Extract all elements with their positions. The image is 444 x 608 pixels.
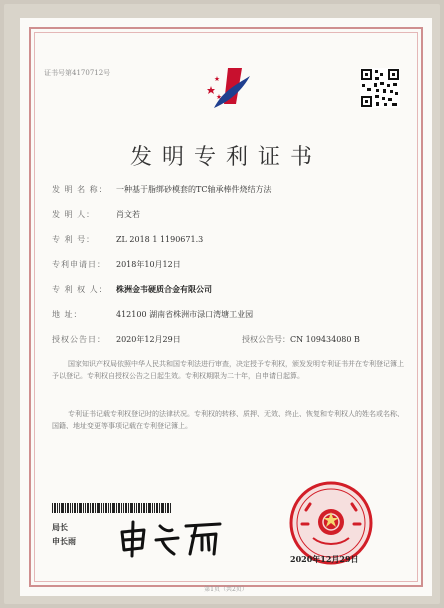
legal-paragraph-1: 国家知识产权局依照中华人民共和国专利法进行审查，决定授予专利权，颁发发明专利证书并在专利登记簿上予以登记。专利权自授权公告之日起生效。专利权期限为二十年，自申请日起算。 bbox=[52, 360, 404, 380]
certificate-title: 发明专利证书 bbox=[129, 145, 322, 170]
field-announcement-number: 授权公告号：CN 109434080 B bbox=[242, 335, 360, 344]
field-patent-number: 专 利 号： ZL 2018 1 1190671.3 bbox=[52, 235, 204, 244]
director-name: 申长雨 bbox=[52, 536, 76, 546]
director-title: 局长 bbox=[52, 522, 68, 532]
certificate-frame bbox=[4, 4, 440, 604]
legal-paragraph-2: 专利证书记载专利权登记时的法律状况。专利权的转移、质押、无效、终止、恢复和专利权人的姓名或名称、国籍、地址变更等事项记载在专利登记簿上。 bbox=[52, 410, 404, 430]
seal-date: 2020年12月29日 bbox=[290, 554, 359, 564]
field-application-date: 专利申请日： 2018年10月12日 bbox=[52, 260, 181, 269]
page-footer: 第1页（共2页） bbox=[204, 586, 248, 593]
cnipa-logo-icon bbox=[204, 64, 260, 116]
field-patentee: 专 利 权 人： 株洲金韦硬质合金有限公司 bbox=[52, 284, 212, 294]
field-address: 地 址： 412100 湖南省株洲市渌口湾塘工业园 bbox=[52, 310, 254, 319]
field-invention-name: 发 明 名 称： 一种基于脂绑砂模套的TC轴承棒件烧结方法 bbox=[52, 185, 272, 194]
certificate-paper bbox=[20, 18, 432, 596]
barcode-icon bbox=[52, 503, 172, 513]
field-inventor: 发 明 人： 肖文若 bbox=[52, 210, 140, 219]
field-grant-date: 授权公告日： 2020年12月29日 bbox=[52, 335, 181, 344]
certificate-number: 证书号第4170712号 bbox=[44, 69, 111, 77]
qr-code-icon bbox=[360, 68, 400, 108]
director-signature bbox=[116, 518, 226, 558]
